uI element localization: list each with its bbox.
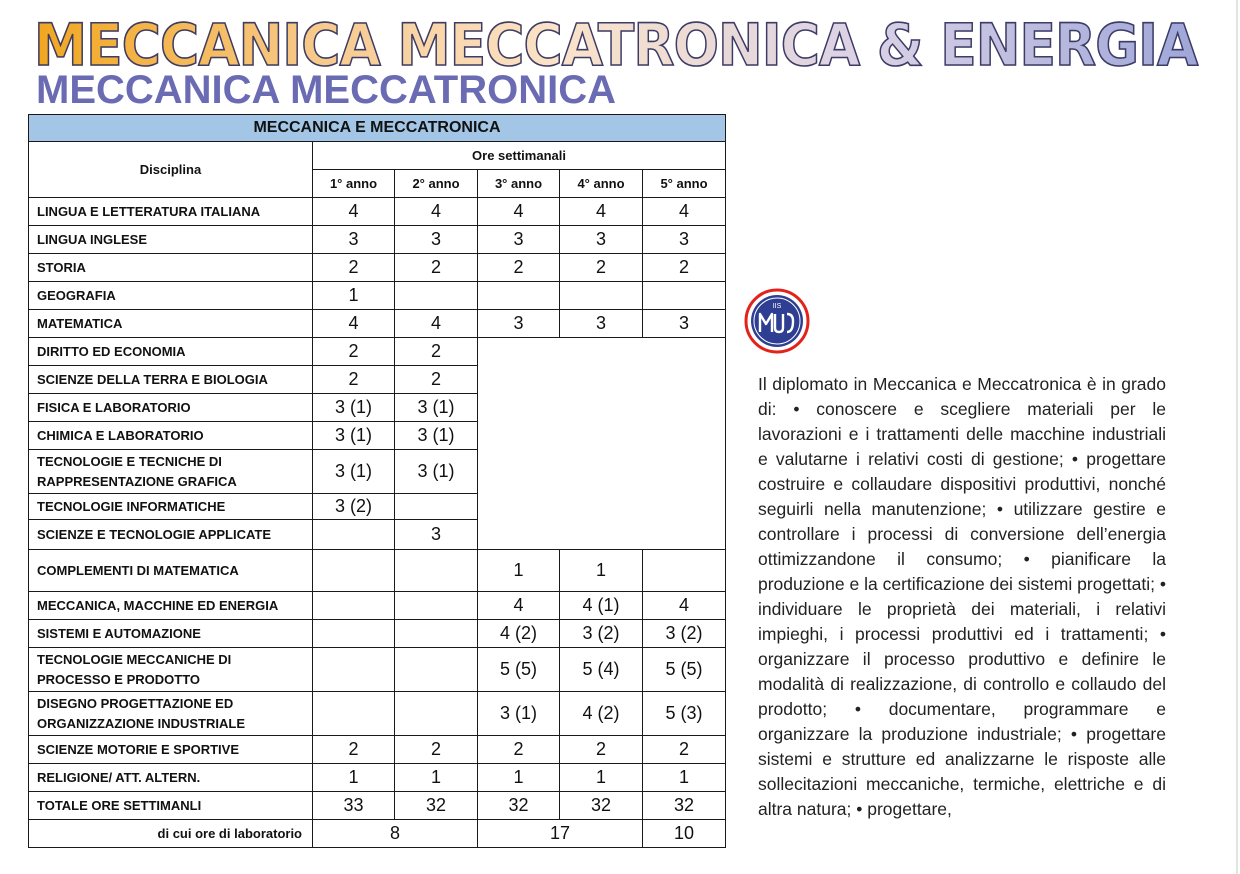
hours-cell: 5 (4) bbox=[560, 648, 643, 692]
discipline-name: LINGUA INGLESE bbox=[29, 226, 313, 254]
year-header: 2° anno bbox=[395, 170, 478, 198]
diploma-description: Il diplomato in Meccanica e Meccatronica è in grado di: • conoscere e scegliere materiali per le lavorazioni e i trattamenti delle macchine industriali e valutarne i relativi costi di gestione; • progettare costruire e collaudare dispositivi produttivi, nonché seguirli nella manutenzione; • utilizzare gestire e controllare i processi di conversione dell’energia ottimizzandone il consumo; • pianificare la produzione e la certificazione dei sistemi progettati; • individuare le proprietà dei materiali, i relativi impieghi, i processi produttivi ed i trattamenti; • organizzare il processo produttivo e definire le modalità di realizzazione, di controllo e collaudo del prodotto; • documentare, programmare e organizzare la produzione industriale; • progettare sistemi e strutture ed analizzarne le risposte alle sollecitazioni meccaniche, termiche, elettriche e di altra natura; • progettare, bbox=[758, 374, 1166, 819]
hours-cell: 3 (2) bbox=[560, 620, 643, 648]
hours-cell bbox=[395, 282, 478, 310]
discipline-name bbox=[29, 450, 313, 494]
discipline-name: DIRITTO ED ECONOMIA bbox=[29, 338, 313, 366]
hours-cell: 4 bbox=[478, 198, 560, 226]
hours-cell: 32 bbox=[643, 792, 726, 820]
discipline-name-line: TECNOLOGIE E TECNICHE DI bbox=[37, 453, 222, 469]
hours-cell: 3 (1) bbox=[395, 422, 478, 450]
hours-cell: 1 bbox=[478, 764, 560, 792]
hours-cell: 4 (1) bbox=[560, 592, 643, 620]
discipline-name: CHIMICA E LABORATORIO bbox=[29, 422, 313, 450]
hours-cell: 32 bbox=[395, 792, 478, 820]
discipline-name-line: ORGANIZZAZIONE INDUSTRIALE bbox=[37, 715, 245, 731]
hours-cell: 32 bbox=[560, 792, 643, 820]
empty-triennio-block bbox=[478, 338, 726, 550]
discipline-name: SISTEMI E AUTOMAZIONE bbox=[29, 620, 313, 648]
hours-cell: 5 (3) bbox=[643, 692, 726, 736]
hours-cell: 3 bbox=[395, 226, 478, 254]
hours-cell: 4 bbox=[478, 592, 560, 620]
hours-header: Ore settimanali bbox=[313, 142, 726, 170]
banner-title: MECCANICA MECCATRONICA & ENERGIA bbox=[34, 11, 1198, 79]
table-row bbox=[29, 226, 726, 254]
discipline-name: SCIENZE E TECNOLOGIE APPLICATE bbox=[29, 520, 313, 550]
hours-cell: 3 (1) bbox=[313, 450, 395, 494]
hours-cell: 2 bbox=[313, 366, 395, 394]
hours-cell: 2 bbox=[478, 254, 560, 282]
table-row bbox=[29, 736, 726, 764]
table-row bbox=[29, 198, 726, 226]
hours-cell: 33 bbox=[313, 792, 395, 820]
lab-hours-y3-y4: 17 bbox=[478, 820, 643, 848]
discipline-name-line: PROCESSO E PRODOTTO bbox=[37, 671, 201, 687]
hours-cell: 3 (1) bbox=[395, 450, 478, 494]
hours-cell bbox=[395, 592, 478, 620]
discipline-name-line: RAPPRESENTAZIONE GRAFICA bbox=[37, 473, 237, 489]
hours-cell: 3 (1) bbox=[395, 394, 478, 422]
hours-cell bbox=[395, 692, 478, 736]
hours-cell: 3 bbox=[643, 226, 726, 254]
discipline-name: SCIENZE DELLA TERRA E BIOLOGIA bbox=[29, 366, 313, 394]
hours-cell: 2 bbox=[395, 366, 478, 394]
hours-cell: 4 bbox=[313, 310, 395, 338]
lab-hours-row bbox=[29, 820, 726, 848]
lab-hours-label: di cui ore di laboratorio bbox=[29, 820, 313, 848]
hours-cell: 2 bbox=[643, 254, 726, 282]
hours-cell: 2 bbox=[478, 736, 560, 764]
hours-cell: 3 (1) bbox=[478, 692, 560, 736]
hours-cell: 4 bbox=[313, 198, 395, 226]
table-row bbox=[29, 764, 726, 792]
discipline-name: RELIGIONE/ ATT. ALTERN. bbox=[29, 764, 313, 792]
year-header: 3° anno bbox=[478, 170, 560, 198]
hours-cell: 1 bbox=[313, 764, 395, 792]
hours-cell: 32 bbox=[478, 792, 560, 820]
hours-cell bbox=[478, 282, 560, 310]
hours-cell: 3 bbox=[313, 226, 395, 254]
table-row bbox=[29, 282, 726, 310]
hours-cell: 1 bbox=[313, 282, 395, 310]
hours-cell: 2 bbox=[395, 338, 478, 366]
hours-cell: 1 bbox=[643, 764, 726, 792]
hours-cell bbox=[313, 692, 395, 736]
totals-row bbox=[29, 792, 726, 820]
hours-cell bbox=[395, 620, 478, 648]
hours-cell: 3 bbox=[643, 310, 726, 338]
hours-cell: 2 bbox=[395, 254, 478, 282]
discipline-name bbox=[29, 692, 313, 736]
hours-cell: 4 bbox=[560, 198, 643, 226]
hours-cell: 4 (2) bbox=[478, 620, 560, 648]
year-header: 5° anno bbox=[643, 170, 726, 198]
hours-cell: 3 bbox=[560, 310, 643, 338]
hours-cell: 4 (2) bbox=[560, 692, 643, 736]
table-row bbox=[29, 338, 726, 366]
table-row bbox=[29, 254, 726, 282]
discipline-name: COMPLEMENTI DI MATEMATICA bbox=[29, 550, 313, 592]
hours-cell bbox=[313, 520, 395, 550]
lab-hours-biennio: 8 bbox=[313, 820, 478, 848]
table-row bbox=[29, 550, 726, 592]
table-row bbox=[29, 592, 726, 620]
school-logo-icon bbox=[744, 288, 810, 354]
hours-cell: 3 (1) bbox=[313, 394, 395, 422]
table-row bbox=[29, 310, 726, 338]
hours-cell bbox=[395, 494, 478, 520]
discipline-header: Disciplina bbox=[29, 142, 313, 198]
discipline-name: FISICA E LABORATORIO bbox=[29, 394, 313, 422]
hours-cell: 3 bbox=[395, 520, 478, 550]
hours-cell: 2 bbox=[313, 254, 395, 282]
hours-cell bbox=[643, 550, 726, 592]
hours-cell bbox=[395, 550, 478, 592]
hours-cell: 4 bbox=[395, 198, 478, 226]
discipline-name-line: TECNOLOGIE MECCANICHE DI bbox=[37, 651, 232, 667]
year-header: 4° anno bbox=[560, 170, 643, 198]
discipline-name: GEOGRAFIA bbox=[29, 282, 313, 310]
hours-cell bbox=[560, 282, 643, 310]
discipline-name: TOTALE ORE SETTIMANLI bbox=[29, 792, 313, 820]
hours-cell: 2 bbox=[560, 736, 643, 764]
hours-cell: 3 bbox=[478, 226, 560, 254]
discipline-name: LINGUA E LETTERATURA ITALIANA bbox=[29, 198, 313, 226]
hours-cell bbox=[313, 592, 395, 620]
hours-cell bbox=[313, 648, 395, 692]
table-row bbox=[29, 620, 726, 648]
discipline-name: TECNOLOGIE INFORMATICHE bbox=[29, 494, 313, 520]
hours-cell bbox=[313, 620, 395, 648]
hours-cell: 3 bbox=[478, 310, 560, 338]
hours-cell: 1 bbox=[560, 550, 643, 592]
hours-cell bbox=[395, 648, 478, 692]
discipline-name: MATEMATICA bbox=[29, 310, 313, 338]
lab-hours-y5: 10 bbox=[643, 820, 726, 848]
hours-cell: 1 bbox=[395, 764, 478, 792]
discipline-name: SCIENZE MOTORIE E SPORTIVE bbox=[29, 736, 313, 764]
hours-cell: 3 (2) bbox=[313, 494, 395, 520]
section-subtitle: MECCANICA MECCATRONICA bbox=[36, 68, 616, 112]
discipline-name-line: DISEGNO PROGETTAZIONE ED bbox=[37, 695, 234, 711]
hours-cell: 4 bbox=[643, 198, 726, 226]
hours-cell: 2 bbox=[560, 254, 643, 282]
hours-cell: 2 bbox=[395, 736, 478, 764]
hours-cell: 5 (5) bbox=[643, 648, 726, 692]
hours-cell: 2 bbox=[313, 338, 395, 366]
hours-cell: 2 bbox=[643, 736, 726, 764]
logo-text: IIS bbox=[772, 303, 782, 310]
hours-cell: 3 bbox=[560, 226, 643, 254]
hours-cell: 2 bbox=[313, 736, 395, 764]
hours-cell: 1 bbox=[478, 550, 560, 592]
table-caption: MECCANICA E MECCATRONICA bbox=[29, 115, 726, 142]
hours-cell: 5 (5) bbox=[478, 648, 560, 692]
hours-cell: 3 (2) bbox=[643, 620, 726, 648]
hours-cell bbox=[313, 550, 395, 592]
page-edge-line bbox=[1236, 0, 1238, 874]
table-row bbox=[29, 648, 726, 692]
hours-cell: 1 bbox=[560, 764, 643, 792]
hours-cell: 4 bbox=[643, 592, 726, 620]
year-header: 1° anno bbox=[313, 170, 395, 198]
discipline-name: STORIA bbox=[29, 254, 313, 282]
hours-cell: 4 bbox=[395, 310, 478, 338]
discipline-name bbox=[29, 648, 313, 692]
hours-cell bbox=[643, 282, 726, 310]
hours-cell: 3 (1) bbox=[313, 422, 395, 450]
table-row bbox=[29, 692, 726, 736]
hours-table bbox=[28, 114, 726, 848]
discipline-name: MECCANICA, MACCHINE ED ENERGIA bbox=[29, 592, 313, 620]
